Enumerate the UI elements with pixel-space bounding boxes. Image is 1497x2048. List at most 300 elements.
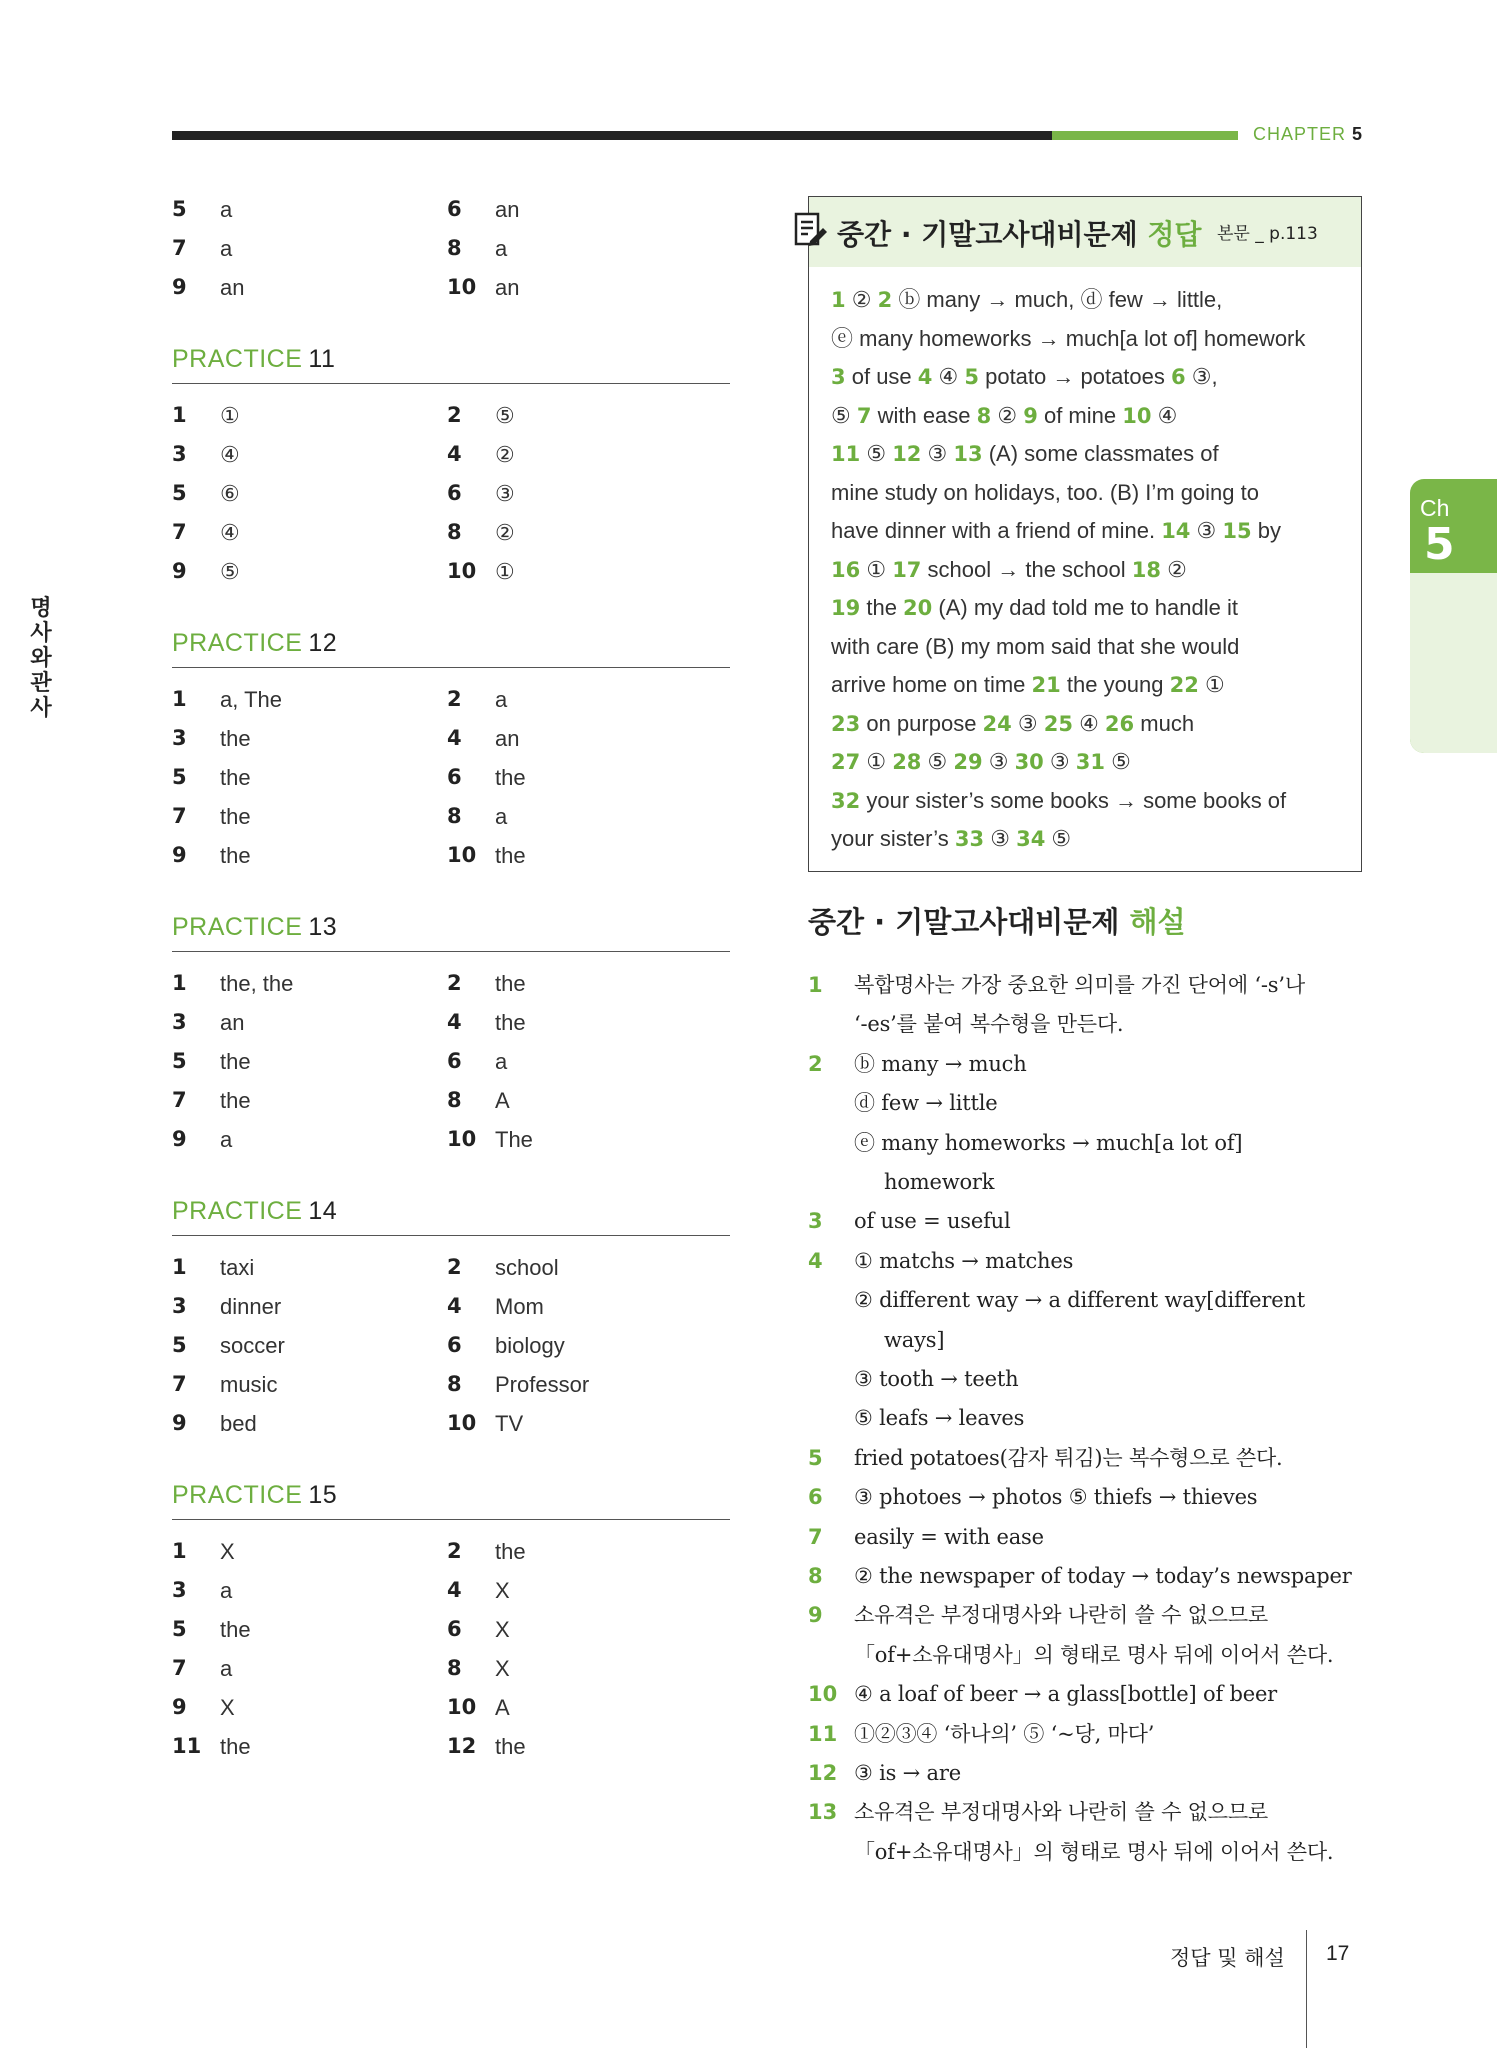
question-number: 8: [447, 520, 462, 544]
answer-question-number: 17: [892, 557, 922, 582]
explanation-line: ‘-es’를 붙여 복수형을 만든다.: [854, 1012, 1124, 1037]
question-number: 2: [447, 687, 462, 711]
side-tab-ch-label: Ch: [1420, 495, 1450, 521]
answer-text: potato → potatoes: [978, 364, 1172, 389]
answer-question-number: 19: [831, 596, 861, 620]
answer-text: with care (B) my mom said that she would: [831, 633, 1240, 659]
question-number: 9: [172, 843, 187, 867]
answer-text: an: [220, 1010, 245, 1035]
question-number: 9: [172, 1127, 187, 1151]
answer-text: X: [220, 1539, 235, 1564]
answer-text: a: [220, 1578, 233, 1603]
answer-text: ⑤: [220, 559, 240, 584]
explanation-number: 6: [808, 1485, 823, 1510]
explanation-line: ⓑ many → much: [854, 1051, 1027, 1076]
explanation-item: [808, 1242, 1368, 1439]
memo-pencil-icon: [793, 211, 829, 251]
practice-number: 15: [308, 1481, 338, 1509]
answer-box-title-accent: 정답: [1147, 218, 1202, 251]
answer-question-number: 21: [1031, 673, 1061, 697]
answer-question-number: 28: [892, 750, 922, 774]
answer-text: biology: [495, 1333, 565, 1358]
explanation-text: [854, 1557, 1368, 1596]
answer-box-header: [809, 197, 1361, 267]
practice-title: [172, 623, 732, 663]
answer-text: a: [220, 1656, 233, 1681]
practice-answer-grid: [172, 1248, 732, 1443]
explanation-text: [854, 1478, 1368, 1517]
answer-text: ④: [220, 520, 240, 545]
question-number: 5: [172, 481, 187, 505]
explanation-line: easily = with ease: [854, 1524, 1044, 1549]
answer-text: ③: [984, 826, 1017, 851]
explanation-line: 「of+소유대명사」의 형태로 명사 뒤에 이어서 쓴다.: [854, 1642, 1334, 1667]
answer-question-number: 11: [831, 442, 861, 466]
answer-text: ⑤: [495, 403, 515, 428]
practice-label: PRACTICE: [172, 1197, 303, 1225]
answer-text: a: [495, 236, 508, 261]
answer-text: the young: [1060, 672, 1170, 697]
explanation-text: [854, 1715, 1368, 1754]
answer-line: [831, 358, 1339, 397]
explanation-list: [808, 966, 1368, 1872]
answer-text: your sister’s: [831, 826, 955, 851]
chapter-number: 5: [1352, 124, 1364, 144]
answer-question-number: 5: [964, 365, 979, 389]
answer-question-number: 6: [1171, 365, 1186, 389]
answer-question-number: 30: [1014, 750, 1044, 774]
answer-question-number: 10: [1122, 403, 1152, 428]
explanation-line: ⓓ few → little: [854, 1091, 998, 1116]
answer-grid-top: [172, 190, 732, 307]
explanation-number: 9: [808, 1603, 823, 1628]
answer-line: [831, 435, 1339, 474]
answer-text: ③: [1190, 518, 1223, 543]
answer-box: [808, 196, 1362, 872]
answer-question-number: 18: [1131, 557, 1161, 582]
explanation-item: [808, 1045, 1368, 1203]
explanation-number: 8: [808, 1563, 823, 1588]
answer-text: ③: [1043, 749, 1076, 774]
question-number: 4: [447, 1010, 462, 1034]
explanation-item: [808, 1596, 1368, 1675]
explanation-text: [854, 1202, 1368, 1241]
answer-text: your sister’s some books → some books of: [860, 787, 1287, 813]
question-number: 3: [172, 1010, 187, 1034]
answer-question-number: 29: [953, 750, 983, 774]
explanation-number: 12: [808, 1760, 838, 1785]
question-number: 5: [172, 765, 187, 789]
answer-line: [831, 320, 1339, 359]
question-number: 6: [447, 765, 462, 789]
answer-text: with ease: [871, 402, 977, 428]
answer-text: an: [495, 726, 520, 751]
answer-question-number: 13: [953, 442, 983, 466]
answer-question-number: 26: [1104, 711, 1135, 736]
question-number: 2: [447, 1255, 462, 1279]
answer-text: ①: [495, 559, 515, 584]
practice-label: PRACTICE: [172, 1481, 303, 1509]
answer-text: on purpose: [860, 710, 983, 736]
explanation-text: [854, 966, 1368, 1045]
answer-text: a: [495, 804, 508, 829]
answer-text: the: [220, 1049, 251, 1074]
answer-text: X: [495, 1617, 510, 1642]
explanation-text: [854, 1439, 1368, 1478]
question-number: 7: [172, 1372, 187, 1396]
explanation-text: [854, 1045, 1368, 1203]
answer-text: mine study on holidays, too. (B) I’m going to: [831, 479, 1259, 505]
question-number: 1: [172, 687, 187, 711]
question-number: 6: [447, 481, 462, 505]
explanation-text: [854, 1518, 1368, 1557]
explanation-number: 2: [808, 1051, 823, 1076]
answer-text: the: [220, 1088, 251, 1113]
question-number: 9: [172, 559, 187, 583]
answer-text: a: [220, 236, 233, 261]
answer-text: Professor: [495, 1372, 590, 1397]
answer-text: the: [495, 765, 526, 790]
answer-line: [831, 743, 1339, 782]
answer-text: the: [495, 843, 526, 868]
question-number: 11: [172, 1734, 202, 1758]
answer-text: ①: [860, 556, 893, 582]
question-number: 1: [172, 971, 187, 995]
answer-text: A: [495, 1695, 510, 1720]
question-number: 3: [172, 1578, 187, 1602]
answer-text: the: [220, 804, 251, 829]
answer-text: ③: [921, 441, 954, 466]
answer-text: taxi: [220, 1255, 255, 1280]
footer-section-label: 정답 및 해설: [1170, 1946, 1285, 1970]
answer-question-number: 14: [1161, 519, 1191, 543]
question-number: 10: [447, 1411, 477, 1435]
explanation-item: [808, 1202, 1368, 1241]
question-number: 2: [447, 971, 462, 995]
answer-text: the: [220, 765, 251, 790]
answer-question-number: 27: [831, 750, 861, 774]
explanation-line: of use = useful: [854, 1209, 1011, 1234]
answer-text: ②: [495, 442, 515, 467]
answer-text: ⑥: [220, 481, 240, 506]
answer-text: X: [220, 1695, 235, 1720]
header-rule-dark: [172, 131, 1052, 140]
chapter-label: CHAPTER 5: [1253, 124, 1364, 144]
question-number: 8: [447, 1088, 462, 1112]
answer-line: [831, 589, 1339, 628]
explanation-line: ③ photoes → photos ⑤ thiefs → thieves: [854, 1485, 1258, 1510]
answer-text: an: [220, 275, 245, 300]
explanation-line: ways]: [884, 1327, 945, 1352]
explanation-number: 10: [808, 1682, 838, 1707]
answer-text: X: [495, 1656, 510, 1681]
answer-text: ⑤: [1104, 749, 1131, 774]
answer-text: (A) my dad told me to handle it: [932, 595, 1238, 620]
question-number: 10: [447, 559, 477, 583]
answer-text: ②: [845, 287, 878, 312]
page-number: 17: [1326, 1942, 1350, 1965]
side-tab-header: [1410, 479, 1497, 573]
explanation-item: [808, 1715, 1368, 1754]
question-number: 5: [172, 197, 187, 221]
answer-line: [831, 705, 1339, 744]
explanation-line: 소유격은 부정대명사와 나란히 쓸 수 없으므로: [854, 1800, 1269, 1825]
answer-text: a: [220, 1127, 233, 1152]
question-number: 8: [447, 1372, 462, 1396]
explanation-line: 「of+소유대명사」의 형태로 명사 뒤에 이어서 쓴다.: [854, 1839, 1334, 1864]
explanation-line: 복합명사는 가장 중요한 의미를 가진 단어에 ‘-s’나: [854, 973, 1305, 997]
answer-text: of mine: [1037, 402, 1123, 428]
answer-question-number: 24: [982, 711, 1012, 736]
answer-text: Mom: [495, 1294, 544, 1319]
answer-question-number: 16: [831, 557, 861, 582]
question-number: 9: [172, 275, 187, 299]
explanation-number: 3: [808, 1209, 823, 1234]
question-number: 3: [172, 442, 187, 466]
explanation-number: 1: [808, 973, 823, 997]
question-number: 10: [447, 1695, 477, 1719]
question-number: 12: [447, 1734, 477, 1758]
answer-line: [831, 820, 1339, 859]
question-number: 3: [172, 726, 187, 750]
question-number: 8: [447, 236, 462, 260]
question-number: 8: [447, 804, 462, 828]
question-number: 10: [447, 843, 477, 867]
explanation-number: 7: [808, 1524, 823, 1549]
answer-question-number: 34: [1016, 827, 1046, 851]
practice-title: [172, 1191, 732, 1231]
practice-label: PRACTICE: [172, 913, 303, 941]
question-number: 7: [172, 520, 187, 544]
answer-question-number: 3: [831, 365, 846, 389]
answer-text: the: [860, 595, 904, 620]
answer-text: ②: [991, 402, 1024, 428]
answer-line: [831, 512, 1339, 551]
explanation-number: 4: [808, 1248, 823, 1273]
explanation-item: [808, 1754, 1368, 1793]
practice-answer-grid: [172, 1532, 732, 1766]
answer-line: [831, 628, 1339, 667]
explanation-line: ③ tooth → teeth: [854, 1366, 1019, 1391]
explanation-item: [808, 1557, 1368, 1596]
explanation-item: [808, 966, 1368, 1045]
answer-text: TV: [495, 1411, 524, 1436]
explanation-title-accent: 해설: [1129, 905, 1186, 939]
explanation-item: [808, 1793, 1368, 1872]
question-number: 5: [172, 1617, 187, 1641]
question-number: 7: [172, 236, 187, 260]
question-number: 2: [447, 1539, 462, 1563]
answer-text: the: [220, 843, 251, 868]
practice-rule: [172, 951, 730, 952]
practice-title: [172, 907, 732, 947]
answer-text: ④: [932, 364, 965, 389]
practice-rule: [172, 667, 730, 668]
explanation-line: homework: [884, 1169, 995, 1194]
answer-text: dinner: [220, 1294, 282, 1319]
header-rule-green: [1052, 131, 1238, 140]
answer-line: [831, 551, 1339, 590]
answer-question-number: 4: [917, 365, 933, 389]
practice-title: [172, 339, 732, 379]
answer-question-number: 23: [831, 711, 861, 736]
explanation-item: [808, 1439, 1368, 1478]
question-number: 6: [447, 1333, 462, 1357]
practice-rule: [172, 1519, 730, 1520]
answer-text: school → the school: [921, 556, 1132, 582]
answer-text: ⓑ many → much, ⓓ few → little,: [892, 287, 1223, 312]
answer-question-number: 9: [1023, 403, 1038, 428]
answer-text: of use: [845, 364, 918, 389]
question-number: 7: [172, 804, 187, 828]
question-number: 9: [172, 1411, 187, 1435]
answer-text: ②: [1161, 556, 1187, 582]
explanation-text: [854, 1793, 1368, 1872]
answer-text: much: [1134, 710, 1195, 736]
explanation-line: fried potatoes(감자 튀김)는 복수형으로 쓴다.: [854, 1445, 1283, 1470]
practice-number: 11: [308, 345, 336, 373]
explanation-text: [854, 1754, 1368, 1793]
side-tab-chapter-title: [14, 596, 68, 721]
answer-text: the: [495, 971, 526, 996]
question-number: 6: [447, 1617, 462, 1641]
question-number: 5: [172, 1333, 187, 1357]
answer-line: [831, 397, 1339, 436]
answer-text: ①: [1198, 672, 1225, 697]
question-number: 4: [447, 442, 462, 466]
answer-line: [831, 666, 1339, 705]
side-tab-lower: [1410, 573, 1497, 753]
explanation-number: 5: [808, 1445, 823, 1470]
question-number: 4: [447, 1578, 462, 1602]
answer-text: a: [495, 1049, 508, 1074]
answer-text: the: [495, 1539, 526, 1564]
explanation-line: ⑤ leafs → leaves: [854, 1406, 1025, 1431]
explanation-text: [854, 1596, 1368, 1675]
answer-text: the, the: [220, 971, 294, 996]
practice-title: [172, 1475, 732, 1515]
answer-question-number: 7: [856, 403, 872, 428]
answer-box-page-ref: 본문 _ p.113: [1217, 224, 1318, 244]
practice-sections: [172, 339, 732, 1766]
answer-line: [831, 281, 1339, 320]
explanation-number: 11: [808, 1721, 838, 1746]
answer-text: an: [495, 275, 520, 300]
answer-question-number: 1: [831, 288, 846, 312]
question-number: 7: [172, 1656, 187, 1680]
answer-text: ①: [860, 749, 893, 774]
explanation-line: 소유격은 부정대명사와 나란히 쓸 수 없으므로: [854, 1603, 1269, 1628]
practice-label: PRACTICE: [172, 629, 303, 657]
question-number: 6: [447, 1049, 462, 1073]
explanation-title: 중간 · 기말고사대비문제 해설: [808, 905, 1186, 939]
answer-text: the: [220, 1734, 251, 1759]
question-number: 5: [172, 1049, 187, 1073]
answer-text: A: [495, 1088, 510, 1113]
explanation-line: ④ a loaf of beer → a glass[bottle] of beer: [854, 1682, 1278, 1707]
answer-text: the: [495, 1010, 526, 1035]
explanation-item: [808, 1478, 1368, 1517]
question-number: 6: [447, 197, 462, 221]
explanation-text: [854, 1242, 1368, 1439]
question-number: 7: [172, 1088, 187, 1112]
answer-question-number: 25: [1043, 711, 1073, 736]
answer-text: ⓔ many homeworks → much[a lot of] homework: [831, 325, 1306, 351]
practice-answer-grid: [172, 680, 732, 875]
side-tab-title-char: 사: [30, 696, 52, 721]
answer-text: the: [495, 1734, 526, 1759]
answer-text: ⑤: [831, 402, 857, 428]
answer-box-title: 중간 · 기말고사대비문제 정답: [837, 218, 1202, 251]
answer-text: ②: [495, 520, 515, 545]
answer-text: ④: [1151, 402, 1178, 428]
left-answer-column: [172, 190, 732, 1766]
question-number: 3: [172, 1294, 187, 1318]
question-number: 2: [447, 403, 462, 427]
answer-text: ⑤: [1045, 826, 1072, 851]
answer-question-number: 15: [1222, 519, 1252, 543]
practice-label: PRACTICE: [172, 345, 303, 373]
explanation-line: ① matchs → matches: [854, 1248, 1074, 1273]
chapter-side-tab: [1410, 479, 1497, 753]
practice-rule: [172, 1235, 730, 1236]
side-tab-title-char: 명: [30, 596, 52, 621]
answer-text: X: [495, 1578, 510, 1603]
answer-text: arrive home on time: [831, 672, 1032, 697]
explanation-item: [808, 1675, 1368, 1714]
explanation-line: ② the newspaper of today → today’s newspaper: [854, 1563, 1352, 1588]
answer-question-number: 8: [976, 403, 992, 428]
question-number: 1: [172, 1255, 187, 1279]
side-tab-title-char: 관: [30, 671, 52, 696]
question-number: 10: [447, 1127, 477, 1151]
question-number: 1: [172, 403, 187, 427]
practice-rule: [172, 383, 730, 384]
explanation-line: ③ is → are: [854, 1760, 961, 1785]
answer-question-number: 33: [954, 827, 985, 851]
answer-text: The: [495, 1127, 533, 1152]
footer-divider: [1306, 1930, 1307, 2048]
answer-text: ③: [1011, 710, 1044, 736]
answer-text: the: [220, 1617, 251, 1642]
practice-number: 13: [308, 913, 338, 941]
side-tab-title-char: 와: [30, 646, 52, 671]
answer-text: ⑤: [860, 441, 893, 466]
side-tab-title-char: 사: [30, 621, 52, 646]
question-number: 8: [447, 1656, 462, 1680]
answer-text: ①: [220, 403, 240, 428]
answer-line: [831, 474, 1339, 513]
practice-answer-grid: [172, 396, 732, 591]
practice-answer-grid: [172, 964, 732, 1159]
answer-question-number: 32: [831, 788, 861, 813]
answer-text: the: [220, 726, 251, 751]
answer-text: a: [220, 197, 233, 222]
question-number: 1: [172, 1539, 187, 1563]
explanation-line: ⓔ many homeworks → much[a lot of]: [854, 1130, 1243, 1155]
answer-text: ③: [495, 481, 515, 506]
answer-question-number: 12: [892, 442, 922, 466]
answer-text: (A) some classmates of: [982, 441, 1219, 466]
answer-text: ④: [1072, 710, 1105, 736]
explanation-item: [808, 1518, 1368, 1557]
answer-text: music: [220, 1372, 278, 1397]
answer-question-number: 2: [877, 288, 893, 312]
answer-text: ③,: [1185, 364, 1218, 389]
question-number: 9: [172, 1695, 187, 1719]
answer-text: have dinner with a friend of mine.: [831, 518, 1162, 543]
question-number: 4: [447, 726, 462, 750]
